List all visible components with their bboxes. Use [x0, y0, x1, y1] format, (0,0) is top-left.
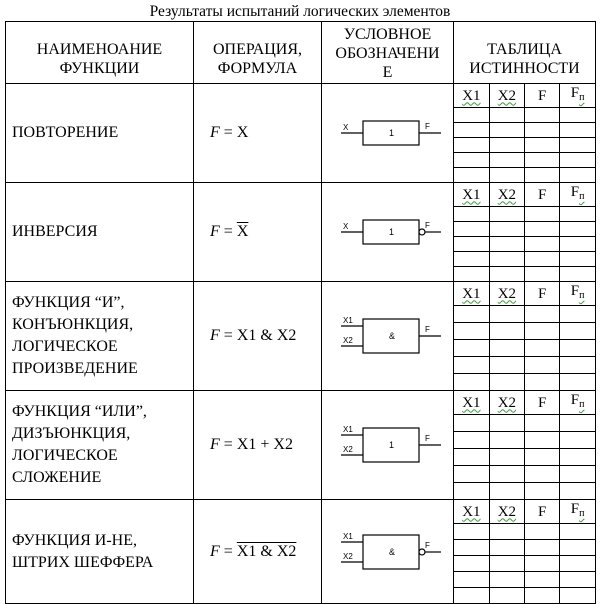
- truth-col-x1: [454, 282, 489, 306]
- truth-cell[interactable]: [560, 237, 595, 252]
- truth-cell[interactable]: [525, 374, 560, 391]
- formula-equals: =: [223, 436, 233, 453]
- function-name: [6, 391, 194, 500]
- truth-cell[interactable]: [489, 153, 524, 168]
- function-name-line: ФУНКЦИЯ И-НЕ,: [12, 531, 137, 549]
- truth-grid: [454, 84, 595, 182]
- function-name-line: ФУНКЦИЯ “И”,: [12, 294, 125, 311]
- header-function-line: НАИМЕНОАНИЕ: [36, 40, 163, 58]
- truth-cell[interactable]: [560, 357, 595, 374]
- truth-cell[interactable]: [454, 357, 489, 374]
- truth-cell[interactable]: [525, 524, 560, 540]
- truth-cell[interactable]: [489, 340, 524, 357]
- truth-col-fp: [560, 84, 595, 108]
- truth-cell[interactable]: [489, 168, 524, 183]
- truth-col-label: F: [537, 503, 547, 520]
- gate-symbol-svg: [323, 311, 453, 361]
- header-operation-line: ФОРМУЛА: [217, 59, 298, 77]
- truth-cell[interactable]: [560, 466, 595, 483]
- function-row: [6, 282, 596, 391]
- truth-col-label: F: [570, 283, 580, 299]
- formula-expression: X1 & X2: [236, 542, 297, 560]
- truth-row: [454, 415, 595, 432]
- truth-col-label: X1: [462, 503, 481, 520]
- truth-cell[interactable]: [489, 374, 524, 391]
- formula: [210, 436, 293, 453]
- gate-input-label: X2: [342, 336, 353, 345]
- truth-cell[interactable]: [489, 138, 524, 153]
- truth-col-fp: [560, 183, 595, 207]
- truth-cell[interactable]: [560, 323, 595, 340]
- gate-symbol-cell: [322, 391, 454, 500]
- truth-cell[interactable]: [454, 207, 489, 222]
- truth-table-cell: [454, 500, 596, 604]
- truth-cell[interactable]: [489, 556, 524, 572]
- truth-cell[interactable]: [560, 153, 595, 168]
- truth-row: [454, 572, 595, 588]
- truth-cell[interactable]: [525, 466, 560, 483]
- truth-col-x2: [489, 84, 524, 108]
- operation-cell: [194, 500, 322, 604]
- operation-cell: [194, 282, 322, 391]
- header-truth-table: [454, 22, 596, 84]
- truth-cell[interactable]: [489, 323, 524, 340]
- truth-cell[interactable]: [489, 540, 524, 556]
- truth-col-label: X1: [462, 394, 481, 411]
- truth-cell[interactable]: [454, 323, 489, 340]
- truth-cell[interactable]: [525, 207, 560, 222]
- truth-cell[interactable]: [454, 556, 489, 572]
- truth-cell[interactable]: [525, 357, 560, 374]
- formula-expression: X: [236, 124, 249, 141]
- operation-cell: [194, 391, 322, 500]
- truth-row: [454, 123, 595, 138]
- truth-col-label: X2: [497, 394, 517, 411]
- truth-cell[interactable]: [454, 374, 489, 391]
- truth-cell[interactable]: [525, 168, 560, 183]
- truth-col-label: F: [570, 392, 580, 408]
- function-row: [6, 183, 596, 282]
- truth-cell[interactable]: [525, 540, 560, 556]
- formula-equals: =: [223, 327, 233, 344]
- header-symbol-line: Е: [382, 64, 393, 81]
- truth-col-label: X2: [497, 87, 517, 104]
- truth-row: [454, 432, 595, 449]
- gate-symbol-cell: [322, 183, 454, 282]
- truth-grid: [454, 500, 595, 603]
- truth-cell[interactable]: [454, 340, 489, 357]
- truth-cell[interactable]: [525, 222, 560, 237]
- truth-row: [454, 138, 595, 153]
- document-title: Результаты испытаний логических элементов: [149, 3, 451, 20]
- truth-cell[interactable]: [454, 267, 489, 282]
- gate-output-label: F: [424, 540, 430, 550]
- truth-col-x2: [489, 282, 524, 306]
- truth-col-subscript: п: [579, 508, 585, 519]
- truth-col-fp: [560, 500, 595, 524]
- truth-header-row: [454, 84, 595, 108]
- header-truth-line: ТАБЛИЦА: [487, 40, 562, 58]
- truth-col-f: [525, 391, 560, 415]
- function-name-line: ПОВТОРЕНИЕ: [12, 124, 119, 141]
- truth-row: [454, 168, 595, 183]
- truth-cell[interactable]: [560, 588, 595, 604]
- truth-col-f: [525, 183, 560, 207]
- truth-col-label: F: [570, 85, 580, 101]
- header-function-line: ФУНКЦИИ: [59, 59, 140, 77]
- gate-symbol-svg: [323, 420, 453, 470]
- truth-grid: [454, 391, 595, 499]
- truth-header-row: [454, 391, 595, 415]
- formula-output: F: [210, 327, 220, 344]
- truth-col-label: F: [537, 186, 547, 203]
- truth-cell[interactable]: [489, 466, 524, 483]
- function-name-line: КОНЪЮНКЦИЯ,: [12, 316, 134, 333]
- truth-row: [454, 222, 595, 237]
- truth-cell[interactable]: [489, 357, 524, 374]
- truth-cell[interactable]: [489, 306, 524, 323]
- truth-cell[interactable]: [525, 237, 560, 252]
- truth-col-f: [525, 84, 560, 108]
- gate-output-label: F: [424, 221, 430, 230]
- truth-cell[interactable]: [454, 306, 489, 323]
- truth-cell[interactable]: [489, 415, 524, 432]
- function-name: [6, 282, 194, 391]
- truth-col-subscript: п: [579, 191, 585, 202]
- truth-table-cell: [454, 282, 596, 391]
- truth-cell[interactable]: [489, 267, 524, 282]
- truth-cell[interactable]: [525, 572, 560, 588]
- gate-symbol-cell: [322, 500, 454, 604]
- truth-cell[interactable]: [560, 138, 595, 153]
- truth-col-f: [525, 282, 560, 306]
- formula-expression: X1 & X2: [236, 327, 297, 344]
- formula-output: F: [210, 124, 220, 141]
- truth-cell[interactable]: [560, 123, 595, 138]
- truth-cell[interactable]: [560, 556, 595, 572]
- truth-cell[interactable]: [454, 524, 489, 540]
- gate-output-label: F: [424, 434, 430, 443]
- truth-row: [454, 588, 595, 604]
- gate-input-label: X1: [342, 531, 353, 541]
- gate-function-label: 1: [388, 128, 394, 138]
- truth-cell[interactable]: [525, 432, 560, 449]
- truth-cell[interactable]: [489, 123, 524, 138]
- truth-cell[interactable]: [525, 323, 560, 340]
- gate-input-label: X1: [342, 316, 353, 325]
- truth-col-x1: [454, 391, 489, 415]
- truth-cell[interactable]: [560, 267, 595, 282]
- truth-cell[interactable]: [489, 524, 524, 540]
- truth-row: [454, 524, 595, 540]
- truth-col-x2: [489, 183, 524, 207]
- gate-symbol-svg: [323, 214, 453, 250]
- truth-row: [454, 540, 595, 556]
- truth-col-label: F: [570, 184, 580, 200]
- truth-cell[interactable]: [560, 252, 595, 267]
- truth-col-f: [525, 500, 560, 524]
- truth-cell[interactable]: [454, 237, 489, 252]
- truth-col-subscript: п: [579, 399, 585, 410]
- function-name-line: ЛОГИЧЕСКОЕ: [12, 338, 118, 355]
- truth-cell[interactable]: [489, 207, 524, 222]
- truth-cell[interactable]: [454, 153, 489, 168]
- truth-row: [454, 153, 595, 168]
- gate-function-label: 1: [388, 227, 394, 237]
- function-name-line: ДИЗЪЮНКЦИЯ,: [12, 425, 131, 442]
- truth-row: [454, 237, 595, 252]
- truth-cell[interactable]: [525, 449, 560, 466]
- truth-row: [454, 252, 595, 267]
- header-symbol-line: УСЛОВНОЕ: [343, 26, 432, 43]
- truth-cell[interactable]: [489, 588, 524, 604]
- truth-cell[interactable]: [525, 340, 560, 357]
- gate-symbol-svg: [323, 527, 453, 577]
- truth-cell[interactable]: [560, 483, 595, 500]
- truth-table-cell: [454, 84, 596, 183]
- truth-cell[interactable]: [560, 108, 595, 123]
- truth-cell[interactable]: [525, 138, 560, 153]
- operation-cell: [194, 183, 322, 282]
- formula-output: F: [210, 436, 220, 453]
- truth-col-label: X2: [497, 186, 517, 203]
- truth-col-fp: [560, 391, 595, 415]
- truth-cell[interactable]: [560, 222, 595, 237]
- gate-symbol-cell: [322, 84, 454, 183]
- function-name-line: ШТРИХ ШЕФФЕРА: [12, 553, 154, 571]
- gate-input-label: X1: [342, 425, 353, 434]
- header-function: [6, 22, 194, 84]
- truth-row: [454, 374, 595, 391]
- truth-col-x1: [454, 84, 489, 108]
- truth-cell[interactable]: [454, 572, 489, 588]
- formula-output: F: [210, 223, 220, 240]
- truth-cell[interactable]: [560, 168, 595, 183]
- truth-cell[interactable]: [525, 153, 560, 168]
- function-row: [6, 500, 596, 604]
- formula: [210, 543, 296, 560]
- function-name-line: ФУНКЦИЯ “ИЛИ”,: [12, 403, 147, 420]
- gate-input-label: X2: [342, 445, 353, 454]
- function-name-line: ПРОИЗВЕДЕНИЕ: [12, 360, 138, 377]
- header-truth-line: ИСТИННОСТИ: [469, 59, 580, 77]
- truth-cell[interactable]: [525, 267, 560, 282]
- truth-col-fp: [560, 282, 595, 306]
- truth-col-label: X1: [462, 87, 481, 104]
- gate-input-label: X: [342, 123, 348, 132]
- truth-row: [454, 340, 595, 357]
- truth-cell[interactable]: [489, 108, 524, 123]
- truth-cell[interactable]: [454, 449, 489, 466]
- truth-table-cell: [454, 391, 596, 500]
- truth-cell[interactable]: [560, 572, 595, 588]
- header-symbol: [322, 22, 454, 84]
- formula: [210, 124, 248, 141]
- truth-col-label: X2: [497, 503, 517, 520]
- formula-equals: =: [223, 223, 233, 240]
- truth-cell[interactable]: [489, 252, 524, 267]
- truth-cell[interactable]: [489, 432, 524, 449]
- truth-cell[interactable]: [489, 483, 524, 500]
- truth-row: [454, 466, 595, 483]
- truth-cell[interactable]: [454, 138, 489, 153]
- truth-cell[interactable]: [560, 432, 595, 449]
- truth-col-label: F: [537, 394, 547, 411]
- truth-cell[interactable]: [454, 108, 489, 123]
- function-name-line: ЛОГИЧЕСКОЕ: [12, 447, 118, 464]
- gate-function-label: &: [388, 546, 395, 557]
- truth-cell[interactable]: [525, 588, 560, 604]
- function-row: [6, 84, 596, 183]
- truth-header-row: [454, 183, 595, 207]
- header-operation-line: ОПЕРАЦИЯ,: [212, 40, 303, 58]
- gate-input-label: X: [342, 222, 348, 231]
- header-row: [6, 22, 596, 84]
- formula-equals: =: [223, 124, 233, 141]
- truth-cell[interactable]: [454, 222, 489, 237]
- truth-cell[interactable]: [525, 483, 560, 500]
- truth-cell[interactable]: [489, 237, 524, 252]
- truth-col-subscript: п: [579, 92, 585, 103]
- truth-row: [454, 323, 595, 340]
- truth-row: [454, 108, 595, 123]
- formula-output: F: [210, 542, 220, 560]
- truth-cell[interactable]: [525, 108, 560, 123]
- truth-cell[interactable]: [560, 415, 595, 432]
- formula: [210, 223, 248, 240]
- truth-row: [454, 556, 595, 572]
- function-name-line: ИНВЕРСИЯ: [12, 223, 98, 240]
- header-operation: [194, 22, 322, 84]
- function-name: [6, 500, 194, 604]
- truth-cell[interactable]: [560, 374, 595, 391]
- truth-row: [454, 306, 595, 323]
- truth-col-x1: [454, 500, 489, 524]
- gate-output-label: F: [424, 122, 430, 131]
- truth-col-label: X1: [462, 285, 481, 302]
- truth-cell[interactable]: [560, 540, 595, 556]
- gate-symbol-cell: [322, 282, 454, 391]
- truth-grid: [454, 183, 595, 281]
- truth-cell[interactable]: [525, 556, 560, 572]
- truth-cell[interactable]: [489, 449, 524, 466]
- truth-row: [454, 267, 595, 282]
- truth-cell[interactable]: [560, 306, 595, 323]
- truth-cell[interactable]: [560, 524, 595, 540]
- operation-cell: [194, 84, 322, 183]
- truth-row: [454, 357, 595, 374]
- truth-grid: [454, 282, 595, 390]
- truth-cell[interactable]: [454, 252, 489, 267]
- truth-cell[interactable]: [489, 222, 524, 237]
- truth-col-label: F: [570, 501, 580, 517]
- truth-cell[interactable]: [454, 466, 489, 483]
- truth-row: [454, 449, 595, 466]
- truth-col-x1: [454, 183, 489, 207]
- truth-cell[interactable]: [454, 483, 489, 500]
- truth-cell[interactable]: [454, 432, 489, 449]
- truth-header-row: [454, 282, 595, 306]
- truth-col-label: X1: [462, 186, 481, 203]
- header-symbol-line: ОБОЗНАЧЕНИ: [335, 45, 440, 62]
- truth-col-label: F: [537, 285, 547, 302]
- truth-table-cell: [454, 183, 596, 282]
- gate-function-label: &: [388, 331, 395, 341]
- function-name-line: СЛОЖЕНИЕ: [12, 469, 102, 486]
- truth-row: [454, 207, 595, 222]
- truth-cell[interactable]: [454, 540, 489, 556]
- truth-cell[interactable]: [454, 168, 489, 183]
- formula-expression: X1 + X2: [236, 436, 293, 453]
- truth-cell[interactable]: [454, 588, 489, 604]
- truth-cell[interactable]: [525, 252, 560, 267]
- formula-equals: =: [223, 542, 233, 560]
- function-name: [6, 183, 194, 282]
- truth-col-label: F: [537, 87, 547, 104]
- formula-expression: $\overline{X}$: [236, 223, 249, 240]
- truth-cell[interactable]: [525, 306, 560, 323]
- truth-cell[interactable]: [560, 449, 595, 466]
- truth-col-subscript: п: [579, 290, 585, 301]
- truth-cell[interactable]: [525, 415, 560, 432]
- gate-function-label: 1: [388, 440, 394, 450]
- truth-cell[interactable]: [560, 207, 595, 222]
- truth-row: [454, 483, 595, 500]
- gate-input-label: X2: [342, 551, 353, 561]
- gate-output-label: F: [424, 325, 430, 334]
- truth-cell[interactable]: [560, 340, 595, 357]
- gate-symbol-svg: [323, 115, 453, 151]
- formula: [210, 327, 296, 344]
- truth-cell[interactable]: [489, 572, 524, 588]
- truth-col-label: X2: [497, 285, 517, 302]
- truth-col-x2: [489, 500, 524, 524]
- truth-cell[interactable]: [525, 123, 560, 138]
- function-row: [6, 391, 596, 500]
- truth-col-x2: [489, 391, 524, 415]
- truth-cell[interactable]: [454, 415, 489, 432]
- truth-header-row: [454, 500, 595, 524]
- function-name: [6, 84, 194, 183]
- truth-cell[interactable]: [454, 123, 489, 138]
